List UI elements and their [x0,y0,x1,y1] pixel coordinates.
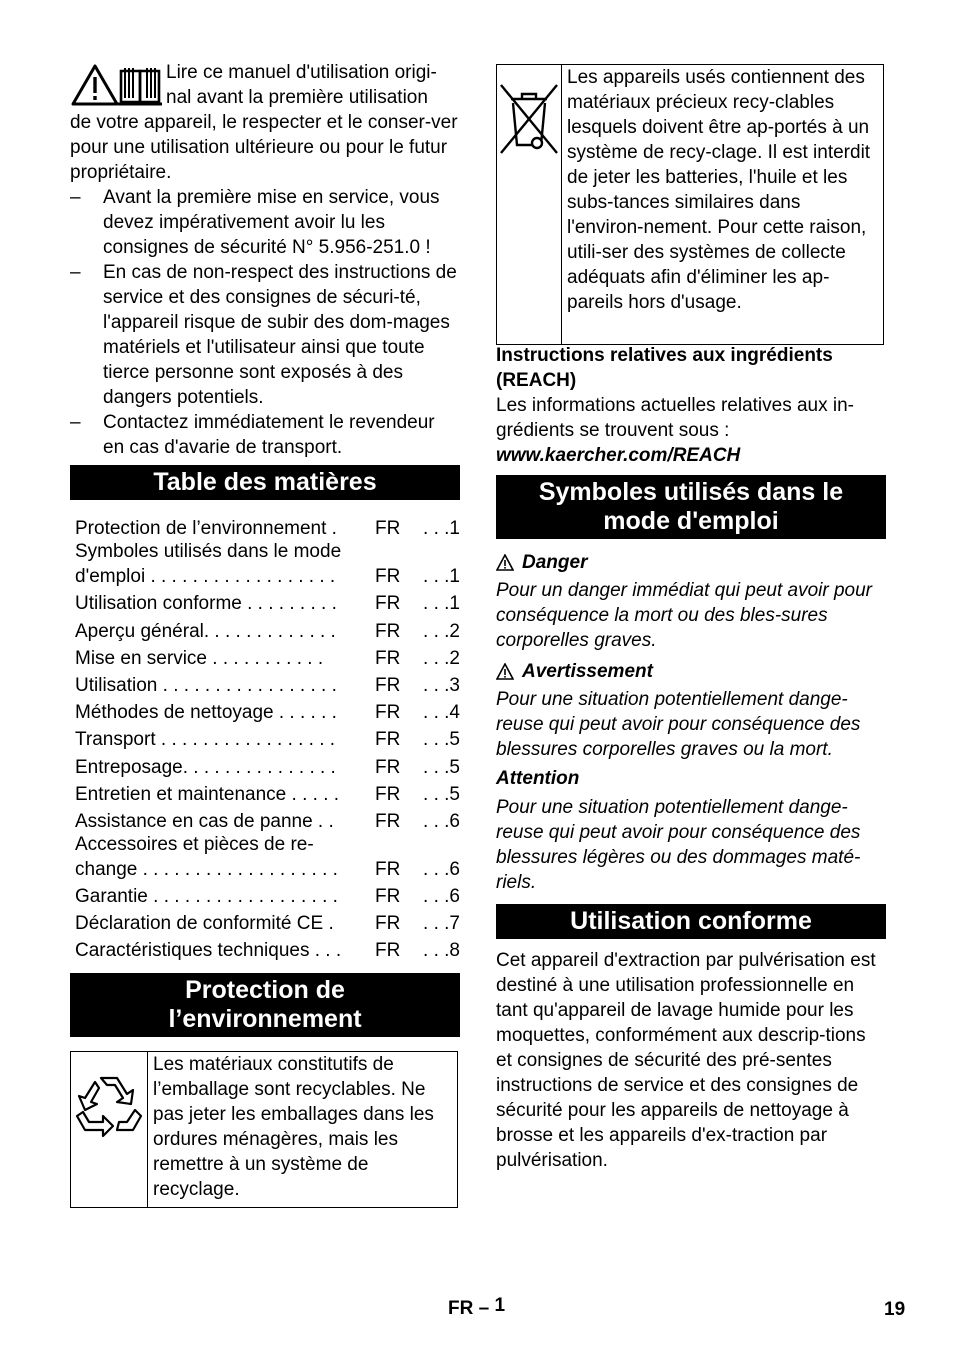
reach-section [496,343,886,468]
reach-heading: Instructions relatives aux ingrédients (REACH) [496,345,833,391]
warning-and-manual-icon [70,62,162,108]
packaging-text: Les matériaux constitutifs de l’emballage sont recyclables. Ne pas jeter les emballages dans les ordures ménagères, mais les remettre à un système de recyclage. [153,1054,434,1200]
warning-triangle-icon [496,663,514,680]
weee-text: Les appareils usés contiennent des matériaux précieux recy-clables lesquels doivent être ap-portés à un système de recy-clage. Il est interdit de jeter les batteries, l'huile et les subs-tances similaires dans l'environ-nement. Pour cette raison, utili-ser des systèmes de collecte adéquats afin d'éliminer les ap-pareils hors d'usage. [567,67,871,313]
toc-entry[interactable]: Entreposage. . . . . . . . . . . . . . . FR . . .5 [75,756,460,778]
warning-triangle-icon [496,554,514,571]
list-item: – En cas de non-respect des instructions de service et des consignes de sécuri-té, l'appareil risque de subir des dom-mages matériels et l'utilisateur ainsi que toute tierce personne sont exposés à des dangers potentiels. [70,262,457,408]
toc-entry[interactable]: Garantie . . . . . . . . . . . . . . . . . . FR . . .6 [75,886,460,908]
symbols-heading: Symboles utilisés dans le mode d'emploi [496,475,886,539]
reach-link[interactable]: www.kaercher.com/REACH [496,445,741,466]
toc-entry[interactable]: Protection de l’environnement . FR . . .1 [75,518,460,540]
toc-entry[interactable]: Accessoires et pièces de re- change . . . . . . . . . . . . . . . . . . . FR . . .6 [75,833,460,880]
crossed-bin-icon [497,65,562,344]
warning-heading: Avertissement [496,659,886,684]
intro-line2: nal avant la première utilisation [166,87,428,108]
list-item: – Contactez immédiatement le revendeur en cas d'avarie de transport. [70,412,435,458]
intended-use-heading: Utilisation conforme [496,904,886,939]
danger-heading: Danger [496,550,886,575]
intro-section [70,60,460,460]
toc-entry[interactable]: Déclaration de conformité CE . FR . . .7 [75,913,460,935]
list-item: – Avant la première mise en service, vous devez impérativement avoir lu les consignes de sécurité N° 5.956-251.0 ! [70,187,440,258]
intro-line1: Lire ce manuel d'utilisation origi- [166,62,437,83]
intended-use-text: Cet appareil d'extraction par pulvérisation est destiné à une utilisation professionnelle en tant qu'appareil de lavage humide pour les moquettes, conformément aux descrip-tions et consignes de sécurité des pré-sentes instructions de service et des consignes de sécurité pour les appareils de nettoyage à brosse et les appareils d'ex-traction par pulvérisation. [496,950,876,1171]
packaging-box [70,1051,458,1208]
toc-list [70,514,460,963]
weee-box [496,64,884,345]
toc-section [70,465,460,963]
environment-section [70,973,460,1208]
caution-heading: Attention [496,768,580,789]
reach-text: Les informations actuelles relatives aux in-grédients se trouvent sous : [496,395,855,441]
danger-text: Pour un danger immédiat qui peut avoir pour conséquence la mort ou des bles-sures corporelles graves. [496,580,873,651]
environment-heading: Protection de l’environnement [70,973,460,1037]
intro-rest: de votre appareil, le respecter et le conser-ver pour une utilisation ultérieure ou pour le futur propriétaire. [70,112,458,183]
toc-entry[interactable]: Mise en service . . . . . . . . . . . FR . . .2 [75,647,460,669]
toc-entry[interactable]: Entretien et maintenance . . . . . FR . . .5 [75,783,460,805]
warning-text: Pour une situation potentiellement dange-reuse qui peut avoir pour conséquence des blessures corporelles graves ou la mort. [496,689,861,760]
toc-entry[interactable]: Caractéristiques techniques . . . FR . . .8 [75,940,460,962]
symbols-section [496,550,886,895]
toc-entry[interactable]: Utilisation . . . . . . . . . . . . . . . . . FR . . .3 [75,674,460,696]
recycle-icon [71,1052,148,1207]
toc-entry[interactable]: Méthodes de nettoyage . . . . . . FR . . .4 [75,702,460,724]
page-number: 19 [884,1299,906,1320]
toc-entry[interactable]: Aperçu général. . . . . . . . . . . . . FR . . .2 [75,620,460,642]
toc-entry[interactable]: Utilisation conforme . . . . . . . . . FR . . .1 [75,593,460,615]
toc-heading: Table des matières [70,465,460,500]
intro-bullet-list [70,185,460,460]
toc-entry[interactable]: Transport . . . . . . . . . . . . . . . . . FR . . .5 [75,729,460,751]
footer-section-ref: FR – 1 [448,1295,506,1319]
toc-entry[interactable]: Symboles utilisés dans le mode d'emploi . . . . . . . . . . . . . . . . . . FR . . .1 [75,541,460,588]
caution-text: Pour une situation potentiellement dange-reuse qui peut avoir pour conséquence des blessures légères ou des dommages maté-riels. [496,797,861,893]
toc-entry[interactable]: Assistance en cas de panne . . FR . . .6 [75,810,460,832]
